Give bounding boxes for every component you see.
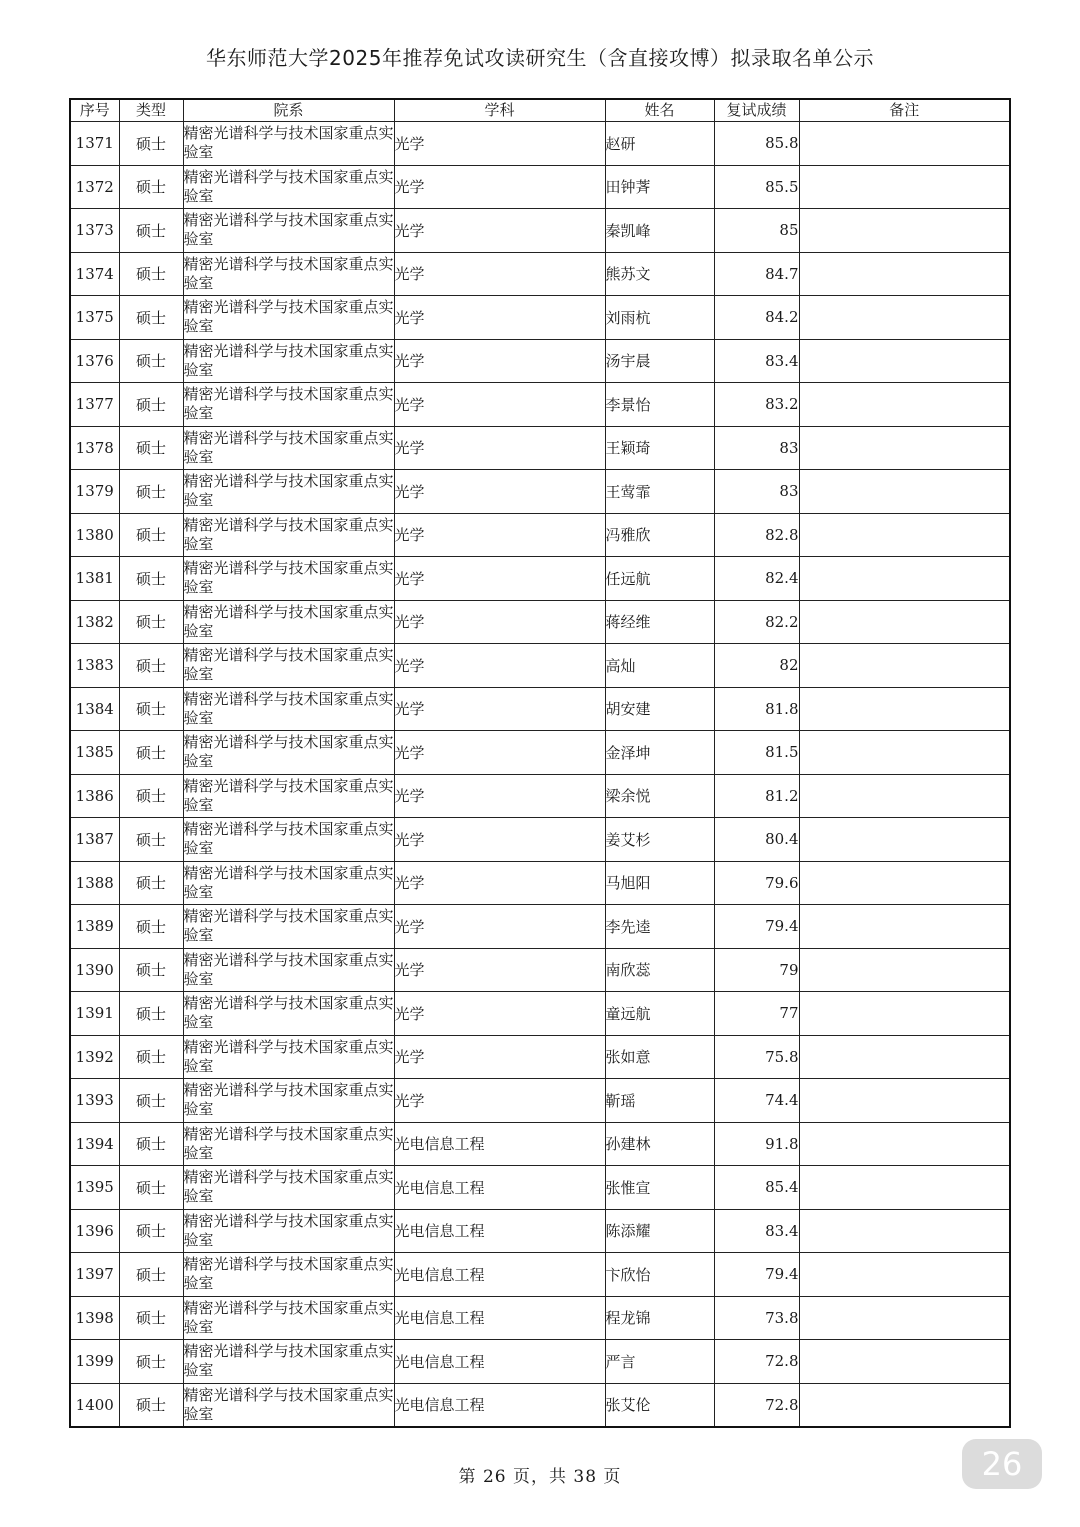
table-row — [70, 1079, 1010, 1123]
table-row — [70, 470, 1010, 514]
cell-name: 张艾伦 — [605, 1383, 714, 1427]
column-header-type: 类型 — [119, 99, 183, 122]
page-title: 华东师范大学2025年推荐免试攻读研究生（含直接攻博）拟录取名单公示 — [206, 46, 874, 70]
cell-subject: 光电信息工程 — [394, 1166, 605, 1210]
cell-name: 马旭阳 — [605, 861, 714, 905]
cell-name: 赵研 — [605, 122, 714, 166]
cell-name: 高灿 — [605, 644, 714, 688]
cell-subject: 光学 — [394, 122, 605, 166]
cell-name: 王莺霏 — [605, 470, 714, 514]
cell-note — [799, 383, 1010, 427]
cell-type: 硕士 — [119, 905, 183, 949]
cell-dept: 精密光谱科学与技术国家重点实验室 — [183, 513, 394, 557]
cell-dept: 精密光谱科学与技术国家重点实验室 — [183, 600, 394, 644]
cell-note — [799, 165, 1010, 209]
cell-seq: 1375 — [70, 296, 119, 340]
cell-score: 85.8 — [714, 122, 799, 166]
cell-score: 79.4 — [714, 905, 799, 949]
cell-score: 82.2 — [714, 600, 799, 644]
cell-name: 童远航 — [605, 992, 714, 1036]
cell-type: 硕士 — [119, 1079, 183, 1123]
cell-score: 79 — [714, 948, 799, 992]
table-row — [70, 209, 1010, 253]
cell-name: 刘雨杭 — [605, 296, 714, 340]
cell-subject: 光学 — [394, 209, 605, 253]
cell-score: 79.4 — [714, 1253, 799, 1297]
table-row — [70, 1166, 1010, 1210]
cell-type: 硕士 — [119, 557, 183, 601]
table-row — [70, 339, 1010, 383]
cell-type: 硕士 — [119, 644, 183, 688]
cell-name: 梁余悦 — [605, 774, 714, 818]
column-header-dept: 院系 — [183, 99, 394, 122]
cell-name: 任远航 — [605, 557, 714, 601]
cell-seq: 1394 — [70, 1122, 119, 1166]
cell-score: 82.8 — [714, 513, 799, 557]
cell-note — [799, 1079, 1010, 1123]
cell-type: 硕士 — [119, 1383, 183, 1427]
table-row — [70, 1122, 1010, 1166]
cell-note — [799, 774, 1010, 818]
table-row — [70, 861, 1010, 905]
cell-score: 74.4 — [714, 1079, 799, 1123]
table-row — [70, 252, 1010, 296]
cell-score: 81.5 — [714, 731, 799, 775]
table-row — [70, 600, 1010, 644]
cell-score: 82.4 — [714, 557, 799, 601]
cell-type: 硕士 — [119, 209, 183, 253]
cell-note — [799, 513, 1010, 557]
cell-dept: 精密光谱科学与技术国家重点实验室 — [183, 426, 394, 470]
cell-score: 81.8 — [714, 687, 799, 731]
cell-subject: 光学 — [394, 687, 605, 731]
cell-seq: 1372 — [70, 165, 119, 209]
column-header-seq: 序号 — [70, 99, 119, 122]
cell-dept: 精密光谱科学与技术国家重点实验室 — [183, 557, 394, 601]
cell-subject: 光学 — [394, 383, 605, 427]
cell-type: 硕士 — [119, 600, 183, 644]
cell-seq: 1393 — [70, 1079, 119, 1123]
cell-subject: 光学 — [394, 1035, 605, 1079]
cell-subject: 光学 — [394, 818, 605, 862]
table-row — [70, 1383, 1010, 1427]
cell-name: 胡安建 — [605, 687, 714, 731]
cell-seq: 1388 — [70, 861, 119, 905]
page-number-badge: 26 — [962, 1439, 1042, 1489]
cell-name: 严言 — [605, 1340, 714, 1384]
cell-dept: 精密光谱科学与技术国家重点实验室 — [183, 383, 394, 427]
cell-name: 蒋经维 — [605, 600, 714, 644]
cell-subject: 光学 — [394, 296, 605, 340]
cell-dept: 精密光谱科学与技术国家重点实验室 — [183, 339, 394, 383]
table-row — [70, 1296, 1010, 1340]
cell-subject: 光学 — [394, 557, 605, 601]
cell-seq: 1380 — [70, 513, 119, 557]
table-row — [70, 513, 1010, 557]
cell-type: 硕士 — [119, 165, 183, 209]
table-row — [70, 992, 1010, 1036]
cell-note — [799, 1253, 1010, 1297]
cell-type: 硕士 — [119, 1340, 183, 1384]
cell-note — [799, 1209, 1010, 1253]
cell-seq: 1391 — [70, 992, 119, 1036]
table-row — [70, 383, 1010, 427]
cell-seq: 1374 — [70, 252, 119, 296]
cell-note — [799, 1340, 1010, 1384]
cell-subject: 光学 — [394, 1079, 605, 1123]
cell-note — [799, 1166, 1010, 1210]
cell-note — [799, 209, 1010, 253]
cell-score: 84.7 — [714, 252, 799, 296]
cell-note — [799, 122, 1010, 166]
cell-seq: 1385 — [70, 731, 119, 775]
cell-score: 79.6 — [714, 861, 799, 905]
cell-score: 72.8 — [714, 1383, 799, 1427]
cell-type: 硕士 — [119, 426, 183, 470]
cell-dept: 精密光谱科学与技术国家重点实验室 — [183, 644, 394, 688]
cell-dept: 精密光谱科学与技术国家重点实验室 — [183, 1340, 394, 1384]
table-row — [70, 122, 1010, 166]
table-row — [70, 165, 1010, 209]
table-row — [70, 557, 1010, 601]
cell-note — [799, 600, 1010, 644]
cell-seq: 1389 — [70, 905, 119, 949]
cell-type: 硕士 — [119, 992, 183, 1036]
cell-note — [799, 644, 1010, 688]
cell-seq: 1376 — [70, 339, 119, 383]
cell-note — [799, 296, 1010, 340]
cell-score: 83.4 — [714, 1209, 799, 1253]
cell-dept: 精密光谱科学与技术国家重点实验室 — [183, 992, 394, 1036]
cell-score: 84.2 — [714, 296, 799, 340]
cell-subject: 光学 — [394, 948, 605, 992]
cell-score: 80.4 — [714, 818, 799, 862]
cell-name: 李先逵 — [605, 905, 714, 949]
cell-type: 硕士 — [119, 818, 183, 862]
cell-subject: 光电信息工程 — [394, 1253, 605, 1297]
cell-seq: 1373 — [70, 209, 119, 253]
cell-dept: 精密光谱科学与技术国家重点实验室 — [183, 1209, 394, 1253]
cell-type: 硕士 — [119, 1035, 183, 1079]
cell-name: 卞欣怡 — [605, 1253, 714, 1297]
cell-seq: 1384 — [70, 687, 119, 731]
admission-table — [69, 98, 1011, 1428]
cell-seq: 1400 — [70, 1383, 119, 1427]
cell-type: 硕士 — [119, 861, 183, 905]
table-row — [70, 818, 1010, 862]
cell-dept: 精密光谱科学与技术国家重点实验室 — [183, 1122, 394, 1166]
cell-type: 硕士 — [119, 731, 183, 775]
cell-subject: 光学 — [394, 339, 605, 383]
cell-type: 硕士 — [119, 1209, 183, 1253]
cell-score: 82 — [714, 644, 799, 688]
cell-type: 硕士 — [119, 296, 183, 340]
cell-name: 汤宇晨 — [605, 339, 714, 383]
cell-type: 硕士 — [119, 470, 183, 514]
cell-subject: 光学 — [394, 600, 605, 644]
cell-note — [799, 1383, 1010, 1427]
table-row — [70, 644, 1010, 688]
cell-score: 85 — [714, 209, 799, 253]
cell-seq: 1381 — [70, 557, 119, 601]
cell-dept: 精密光谱科学与技术国家重点实验室 — [183, 122, 394, 166]
cell-seq: 1395 — [70, 1166, 119, 1210]
cell-note — [799, 1035, 1010, 1079]
cell-dept: 精密光谱科学与技术国家重点实验室 — [183, 165, 394, 209]
cell-name: 冯雅欣 — [605, 513, 714, 557]
cell-name: 南欣蕊 — [605, 948, 714, 992]
cell-seq: 1396 — [70, 1209, 119, 1253]
cell-subject: 光学 — [394, 426, 605, 470]
cell-type: 硕士 — [119, 687, 183, 731]
cell-type: 硕士 — [119, 1253, 183, 1297]
cell-note — [799, 905, 1010, 949]
cell-note — [799, 557, 1010, 601]
cell-dept: 精密光谱科学与技术国家重点实验室 — [183, 774, 394, 818]
table-row — [70, 905, 1010, 949]
cell-seq: 1382 — [70, 600, 119, 644]
cell-type: 硕士 — [119, 513, 183, 557]
cell-note — [799, 426, 1010, 470]
cell-dept: 精密光谱科学与技术国家重点实验室 — [183, 731, 394, 775]
cell-name: 李景怡 — [605, 383, 714, 427]
cell-score: 83.2 — [714, 383, 799, 427]
cell-seq: 1390 — [70, 948, 119, 992]
cell-note — [799, 861, 1010, 905]
cell-name: 张惟宣 — [605, 1166, 714, 1210]
cell-subject: 光学 — [394, 513, 605, 557]
cell-name: 姜艾杉 — [605, 818, 714, 862]
table-row — [70, 1035, 1010, 1079]
cell-name: 王颖琦 — [605, 426, 714, 470]
cell-name: 孙建林 — [605, 1122, 714, 1166]
cell-note — [799, 731, 1010, 775]
cell-name: 秦凯峰 — [605, 209, 714, 253]
cell-subject: 光学 — [394, 731, 605, 775]
cell-score: 85.5 — [714, 165, 799, 209]
cell-type: 硕士 — [119, 122, 183, 166]
cell-note — [799, 1296, 1010, 1340]
cell-note — [799, 818, 1010, 862]
cell-dept: 精密光谱科学与技术国家重点实验室 — [183, 818, 394, 862]
cell-dept: 精密光谱科学与技术国家重点实验室 — [183, 687, 394, 731]
cell-type: 硕士 — [119, 774, 183, 818]
cell-seq: 1386 — [70, 774, 119, 818]
cell-score: 83.4 — [714, 339, 799, 383]
cell-dept: 精密光谱科学与技术国家重点实验室 — [183, 1035, 394, 1079]
cell-seq: 1379 — [70, 470, 119, 514]
cell-seq: 1398 — [70, 1296, 119, 1340]
cell-score: 85.4 — [714, 1166, 799, 1210]
cell-note — [799, 687, 1010, 731]
cell-name: 靳瑶 — [605, 1079, 714, 1123]
cell-dept: 精密光谱科学与技术国家重点实验室 — [183, 1079, 394, 1123]
table-body — [70, 122, 1010, 1428]
cell-name: 熊苏文 — [605, 252, 714, 296]
cell-type: 硕士 — [119, 1166, 183, 1210]
cell-note — [799, 470, 1010, 514]
cell-seq: 1383 — [70, 644, 119, 688]
cell-note — [799, 1122, 1010, 1166]
table-row — [70, 296, 1010, 340]
cell-seq: 1392 — [70, 1035, 119, 1079]
cell-dept: 精密光谱科学与技术国家重点实验室 — [183, 861, 394, 905]
cell-type: 硕士 — [119, 383, 183, 427]
cell-seq: 1397 — [70, 1253, 119, 1297]
cell-subject: 光电信息工程 — [394, 1340, 605, 1384]
cell-name: 张如意 — [605, 1035, 714, 1079]
cell-score: 75.8 — [714, 1035, 799, 1079]
cell-type: 硕士 — [119, 1296, 183, 1340]
cell-dept: 精密光谱科学与技术国家重点实验室 — [183, 296, 394, 340]
cell-name: 陈添耀 — [605, 1209, 714, 1253]
cell-dept: 精密光谱科学与技术国家重点实验室 — [183, 209, 394, 253]
cell-subject: 光电信息工程 — [394, 1383, 605, 1427]
cell-subject: 光学 — [394, 905, 605, 949]
cell-score: 81.2 — [714, 774, 799, 818]
cell-subject: 光学 — [394, 992, 605, 1036]
cell-dept: 精密光谱科学与技术国家重点实验室 — [183, 252, 394, 296]
cell-type: 硕士 — [119, 339, 183, 383]
cell-name: 田钟萕 — [605, 165, 714, 209]
cell-subject: 光电信息工程 — [394, 1209, 605, 1253]
table-row — [70, 1253, 1010, 1297]
table-row — [70, 426, 1010, 470]
cell-note — [799, 339, 1010, 383]
cell-note — [799, 948, 1010, 992]
column-header-name: 姓名 — [605, 99, 714, 122]
column-header-score: 复试成绩 — [714, 99, 799, 122]
cell-dept: 精密光谱科学与技术国家重点实验室 — [183, 948, 394, 992]
cell-seq: 1371 — [70, 122, 119, 166]
cell-score: 72.8 — [714, 1340, 799, 1384]
cell-seq: 1378 — [70, 426, 119, 470]
column-header-note: 备注 — [799, 99, 1010, 122]
cell-subject: 光学 — [394, 252, 605, 296]
cell-subject: 光学 — [394, 165, 605, 209]
table-row — [70, 687, 1010, 731]
cell-dept: 精密光谱科学与技术国家重点实验室 — [183, 1296, 394, 1340]
cell-score: 77 — [714, 992, 799, 1036]
column-header-subject: 学科 — [394, 99, 605, 122]
cell-name: 程龙锦 — [605, 1296, 714, 1340]
cell-dept: 精密光谱科学与技术国家重点实验室 — [183, 905, 394, 949]
table-row — [70, 731, 1010, 775]
cell-note — [799, 252, 1010, 296]
cell-seq: 1377 — [70, 383, 119, 427]
table-row — [70, 948, 1010, 992]
cell-type: 硕士 — [119, 252, 183, 296]
cell-dept: 精密光谱科学与技术国家重点实验室 — [183, 1253, 394, 1297]
cell-type: 硕士 — [119, 1122, 183, 1166]
cell-dept: 精密光谱科学与技术国家重点实验室 — [183, 1383, 394, 1427]
cell-dept: 精密光谱科学与技术国家重点实验室 — [183, 1166, 394, 1210]
page-footer: 第 26 页，共 38 页 — [458, 1467, 622, 1487]
table-row — [70, 1340, 1010, 1384]
cell-type: 硕士 — [119, 948, 183, 992]
cell-dept: 精密光谱科学与技术国家重点实验室 — [183, 470, 394, 514]
cell-subject: 光电信息工程 — [394, 1296, 605, 1340]
cell-name: 金泽坤 — [605, 731, 714, 775]
cell-score: 73.8 — [714, 1296, 799, 1340]
cell-subject: 光学 — [394, 774, 605, 818]
cell-subject: 光学 — [394, 470, 605, 514]
table-row — [70, 774, 1010, 818]
cell-score: 83 — [714, 426, 799, 470]
table-row — [70, 1209, 1010, 1253]
cell-seq: 1387 — [70, 818, 119, 862]
cell-score: 83 — [714, 470, 799, 514]
cell-note — [799, 992, 1010, 1036]
cell-subject: 光学 — [394, 644, 605, 688]
cell-score: 91.8 — [714, 1122, 799, 1166]
cell-seq: 1399 — [70, 1340, 119, 1384]
table-header-row — [70, 99, 1010, 122]
cell-subject: 光电信息工程 — [394, 1122, 605, 1166]
cell-subject: 光学 — [394, 861, 605, 905]
